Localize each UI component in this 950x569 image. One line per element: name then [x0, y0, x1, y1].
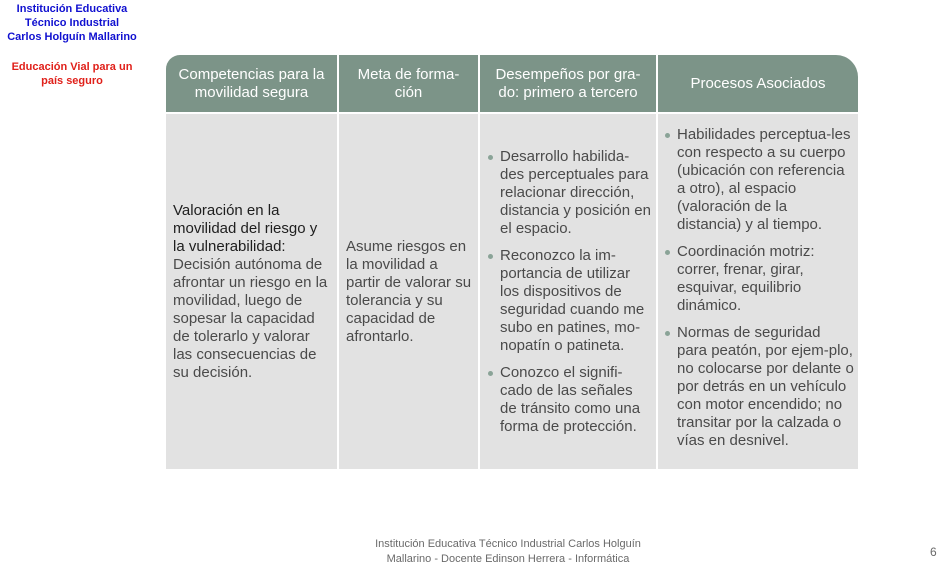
- header-procesos: Procesos Asociados: [690, 74, 826, 92]
- program-subtitle: [0, 60, 144, 88]
- subtitle-line: país seguro: [41, 75, 103, 87]
- table-header-row: [166, 55, 858, 112]
- institution-name: [0, 2, 144, 44]
- header-desempenos: Desempeños por gra-do: primero a tercero: [480, 55, 658, 112]
- institution-line: Institución Educativa: [16, 3, 128, 15]
- goal-cell: [339, 114, 480, 469]
- institution-line: Técnico Industrial: [24, 17, 120, 29]
- footer-line: Institución Educativa Técnico Industrial Carlos Holguín: [375, 538, 641, 550]
- bullet-icon: [488, 371, 493, 376]
- goal-text: Asume riesgos en la movilidad a partir de valorar su tolerancia y su capacidad de afrontarlo.: [346, 237, 472, 345]
- slide-footer: [340, 537, 676, 567]
- performances-cell: [480, 114, 658, 469]
- header-competencias: Competencias para la movilidad segura: [166, 55, 339, 112]
- processes-cell: [658, 114, 858, 469]
- list-item: Coordinación motriz: correr, frenar, girar, esquivar, equilibrio dinámico.: [663, 243, 854, 315]
- bullet-icon: [665, 250, 670, 255]
- footer-line: Mallarino - Docente Edinson Herrera - Informática: [386, 553, 630, 565]
- list-item: Conozco el signifi-cado de las señales de tránsito como una forma de protección.: [486, 364, 652, 436]
- competency-description: Decisión autónoma de afrontar un riesgo en la movilidad, luego de sopesar la capacidad de tolerarlo y valorar las consecuencias de su decisión.: [173, 255, 328, 381]
- bullet-icon: [488, 254, 493, 259]
- subtitle-line: Educación Vial para un: [11, 61, 133, 73]
- competency-title: Valoración en la movilidad del riesgo y la vulnerabilidad:: [173, 201, 318, 255]
- competency-cell: [166, 114, 339, 469]
- table-row: [166, 114, 858, 469]
- performances-list: [486, 148, 652, 436]
- page-number: 6: [930, 545, 937, 559]
- bullet-icon: [665, 331, 670, 336]
- bullet-icon: [665, 133, 670, 138]
- list-item: Reconozco la im-portancia de utilizar los dispositivos de seguridad cuando me subo en patines, mo-nopatín o patineta.: [486, 247, 652, 355]
- list-item: Habilidades perceptua-les con respecto a su cuerpo (ubicación con referencia a otro), al espacio (valoración de la distancia) y al tiempo.: [663, 126, 854, 234]
- header-meta: Meta de forma-ción: [339, 55, 480, 112]
- competency-table: [166, 55, 858, 469]
- processes-list: [663, 126, 854, 450]
- list-item: Normas de seguridad para peatón, por ejem-plo, no colocarse por delante o por detrás en un vehículo con motor encendido; no transitar por la calzada o vías en desnivel.: [663, 324, 854, 450]
- bullet-icon: [488, 155, 493, 160]
- institution-line: Carlos Holguín Mallarino: [7, 31, 137, 43]
- list-item: Desarrollo habilida-des perceptuales para relacionar dirección, distancia y posición en el espacio.: [486, 148, 652, 238]
